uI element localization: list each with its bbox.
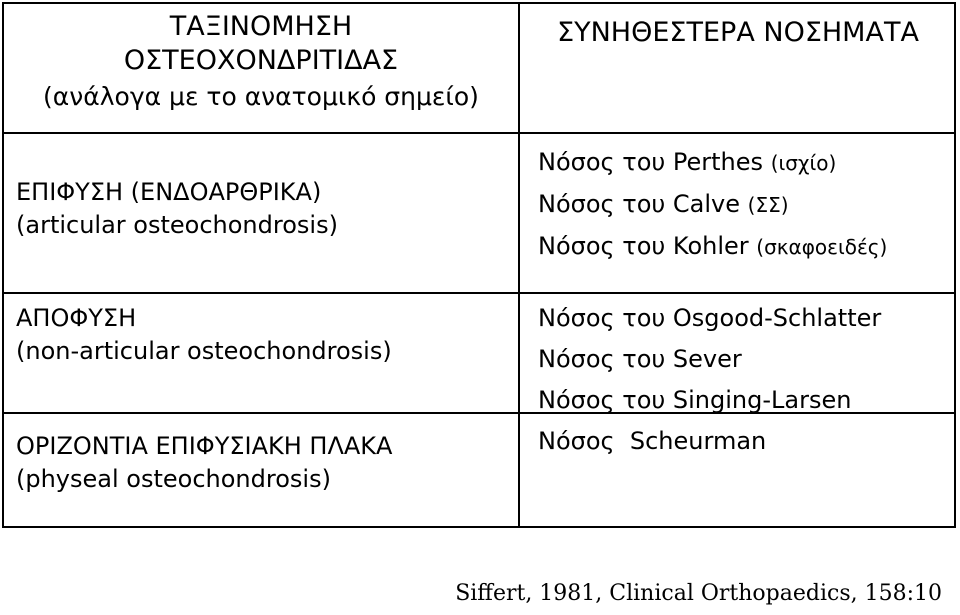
category-english: (non-articular osteochondrosis) (16, 337, 392, 365)
category-name: ΟΡΙΖΟΝΤΙΑ ΕΠΙΦΥΣΙΑΚΗ ΠΛΑΚΑ (16, 432, 393, 460)
disease-site: (ΣΣ) (747, 193, 789, 217)
citation: Siffert, 1981, Clinical Orthopaedics, 158:10 (455, 581, 942, 606)
category-english: (physeal osteochondrosis) (16, 465, 331, 493)
disease-item: Νόσος του Sever (538, 345, 742, 373)
disease-site: (σκαφοειδές) (756, 235, 888, 259)
disease-name: Νόσος του Kohler (538, 232, 749, 260)
disease-item (538, 184, 956, 226)
category-name: ΕΠΙΦΥΣΗ (ΕΝΔΟΑΡΘΡΙΚΑ) (16, 178, 322, 206)
disease-item (538, 142, 956, 184)
left-cell-physeal-plate (4, 412, 518, 530)
left-cell-epiphysis (4, 132, 518, 292)
left-header-cell (4, 4, 518, 132)
classification-table (2, 2, 956, 528)
table-title-line-2: ΟΣΤΕΟΧΟΝΔΡΙΤΙΔΑΣ (123, 45, 399, 76)
right-cell-articular-diseases (520, 132, 956, 292)
disease-name: Νόσος του Perthes (538, 148, 764, 176)
table-subtitle: (ανάλογα με το ανατομικό σημείο) (43, 82, 479, 111)
right-header-cell (520, 4, 956, 132)
disease-item: Νόσος του Singing-Larsen (538, 386, 852, 414)
table-title-line-1: ΤΑΞΙΝΟΜΗΣΗ (169, 11, 353, 42)
disease-name: Νόσος του Calve (538, 190, 740, 218)
disease-item: Νόσος του Osgood-Schlatter (538, 304, 882, 332)
category-name: ΑΠΟΦΥΣΗ (16, 304, 137, 332)
common-diseases-title: ΣΥΝΗΘΕΣΤΕΡΑ ΝΟΣΗΜΑΤΑ (557, 17, 919, 48)
right-cell-other-diseases (520, 292, 956, 530)
disease-site: (ισχίο) (770, 151, 837, 175)
disease-item: Νόσος Scheurman (538, 427, 767, 455)
left-cell-apophysis (4, 292, 518, 412)
disease-item (538, 226, 956, 268)
category-english: (articular osteochondrosis) (16, 211, 338, 239)
